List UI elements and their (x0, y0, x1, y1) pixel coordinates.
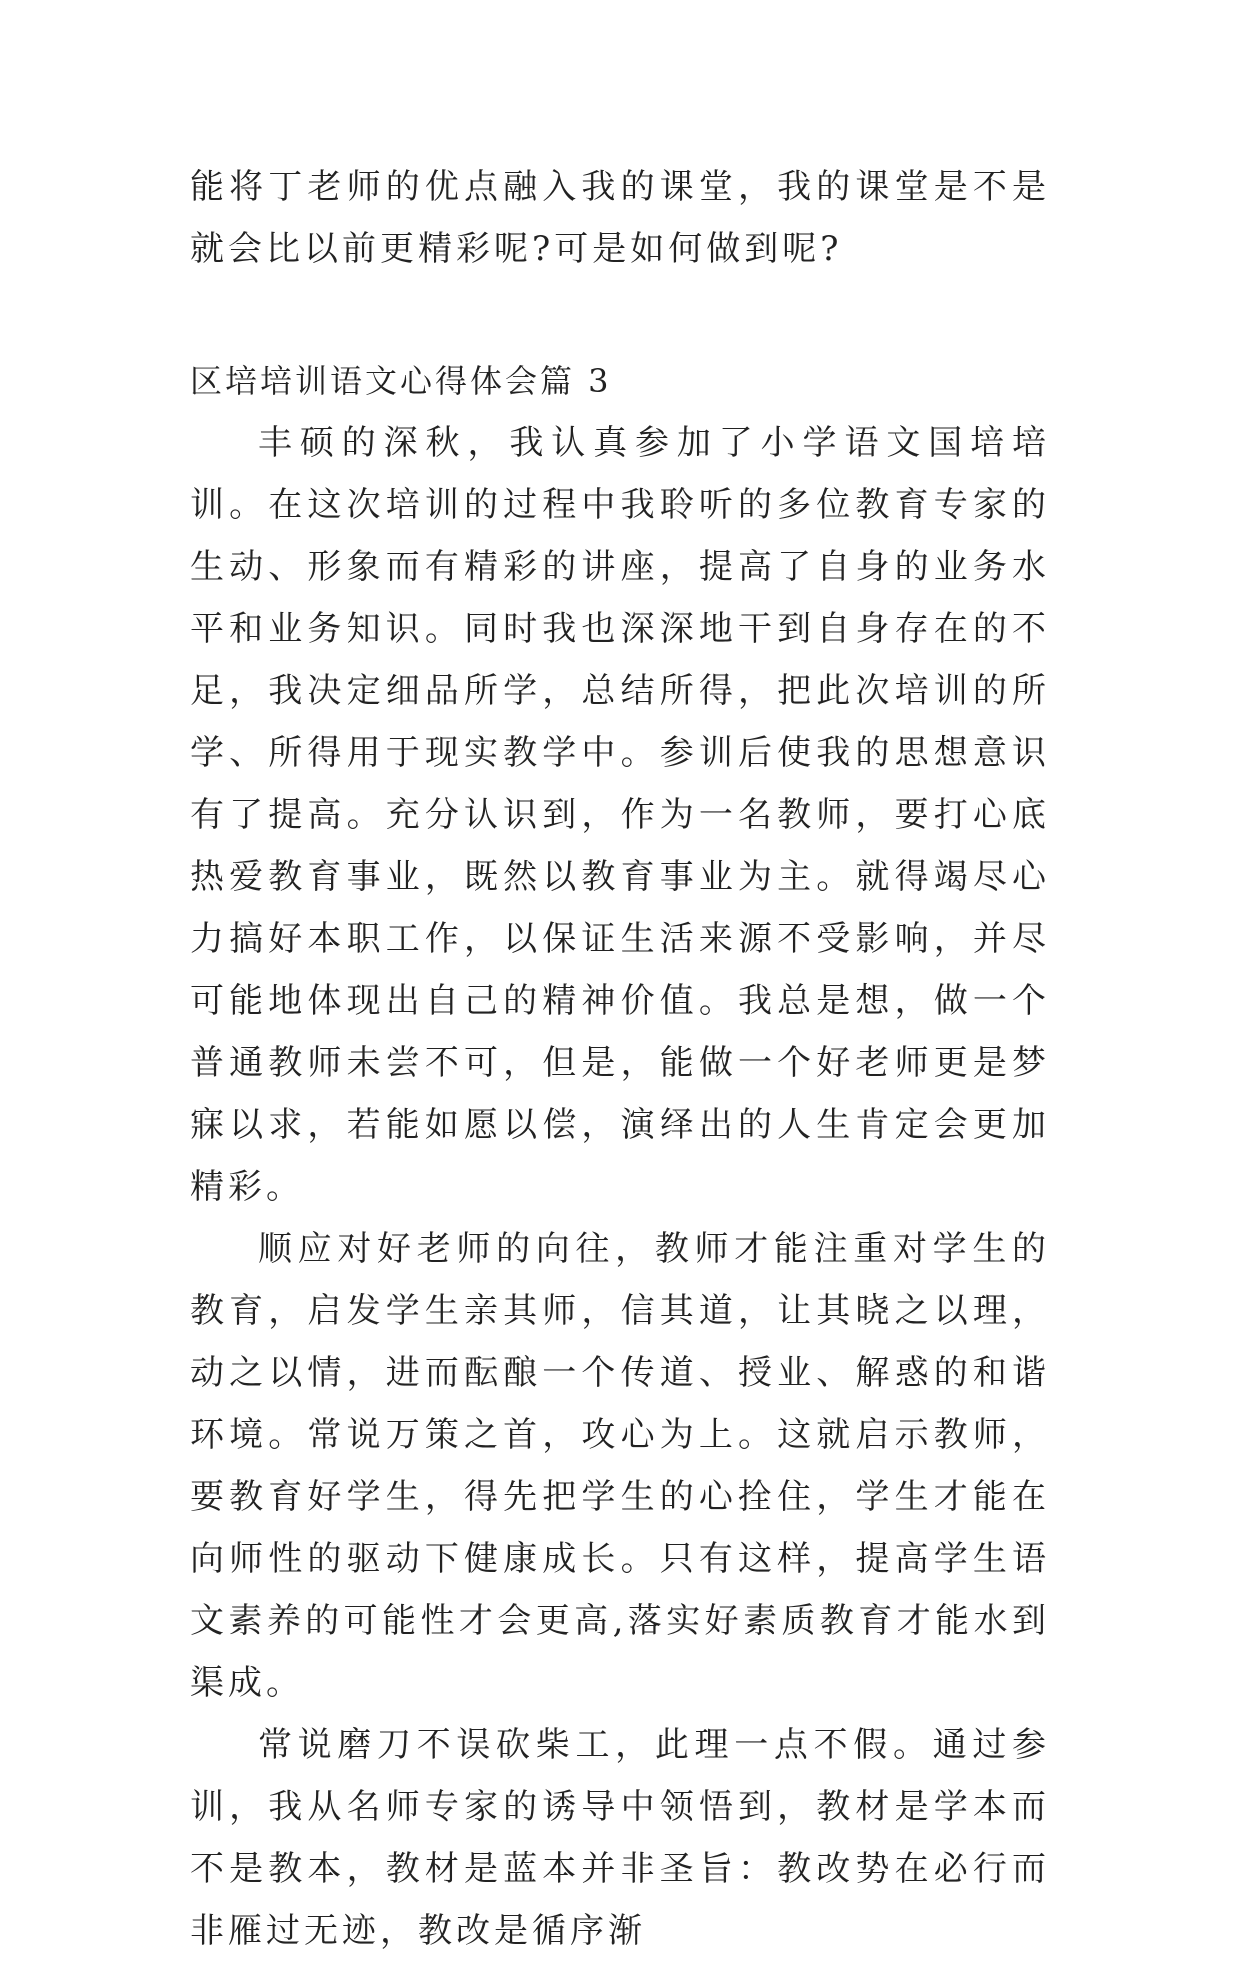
section-title: 区培培训语文心得体会篇 3 (190, 362, 612, 400)
intro-paragraph: 能将丁老师的优点融入我的课堂，我的课堂是不是就会比以前更精彩呢?可是如何做到呢? (190, 167, 1050, 269)
body-paragraph-2: 顺应对好老师的向往，教师才能注重对学生的教育，启发学生亲其师，信其道，让其晓之以理，动之以情，进而酝酿一个传道、授业、解惑的和谐环境。常说万策之首，攻心为上。这就启示教师，要教育好学生，得先把学生的心拴住，学生才能在向师性的驱动下健康成长。只有这样，提高学生语文素养的可能性才会更高,落实好素质教育才能水到渠成。 (190, 1229, 1050, 1703)
body-paragraph-3: 常说磨刀不误砍柴工，此理一点不假。通过参训，我从名师专家的诱导中领悟到，教材是学本而不是教本，教材是蓝本并非圣旨：教改势在必行而非雁过无迹，教改是循序渐 (190, 1725, 1050, 1951)
document-page (190, 156, 1050, 1962)
body-paragraph-1: 丰硕的深秋，我认真参加了小学语文国培培训。在这次培训的过程中我聆听的多位教育专家的生动、形象而有精彩的讲座，提高了自身的业务水平和业务知识。同时我也深深地干到自身存在的不足，我决定细品所学，总结所得，把此次培训的所学、所得用于现实教学中。参训后使我的思想意识有了提高。充分认识到，作为一名教师，要打心底热爱教育事业，既然以教育事业为主。就得竭尽心力搞好本职工作，以保证生活来源不受影响，并尽可能地体现出自己的精神价值。我总是想，做一个普通教师未尝不可，但是，能做一个好老师更是梦寐以求，若能如愿以偿，演绎出的人生肯定会更加精彩。 (190, 423, 1050, 1207)
